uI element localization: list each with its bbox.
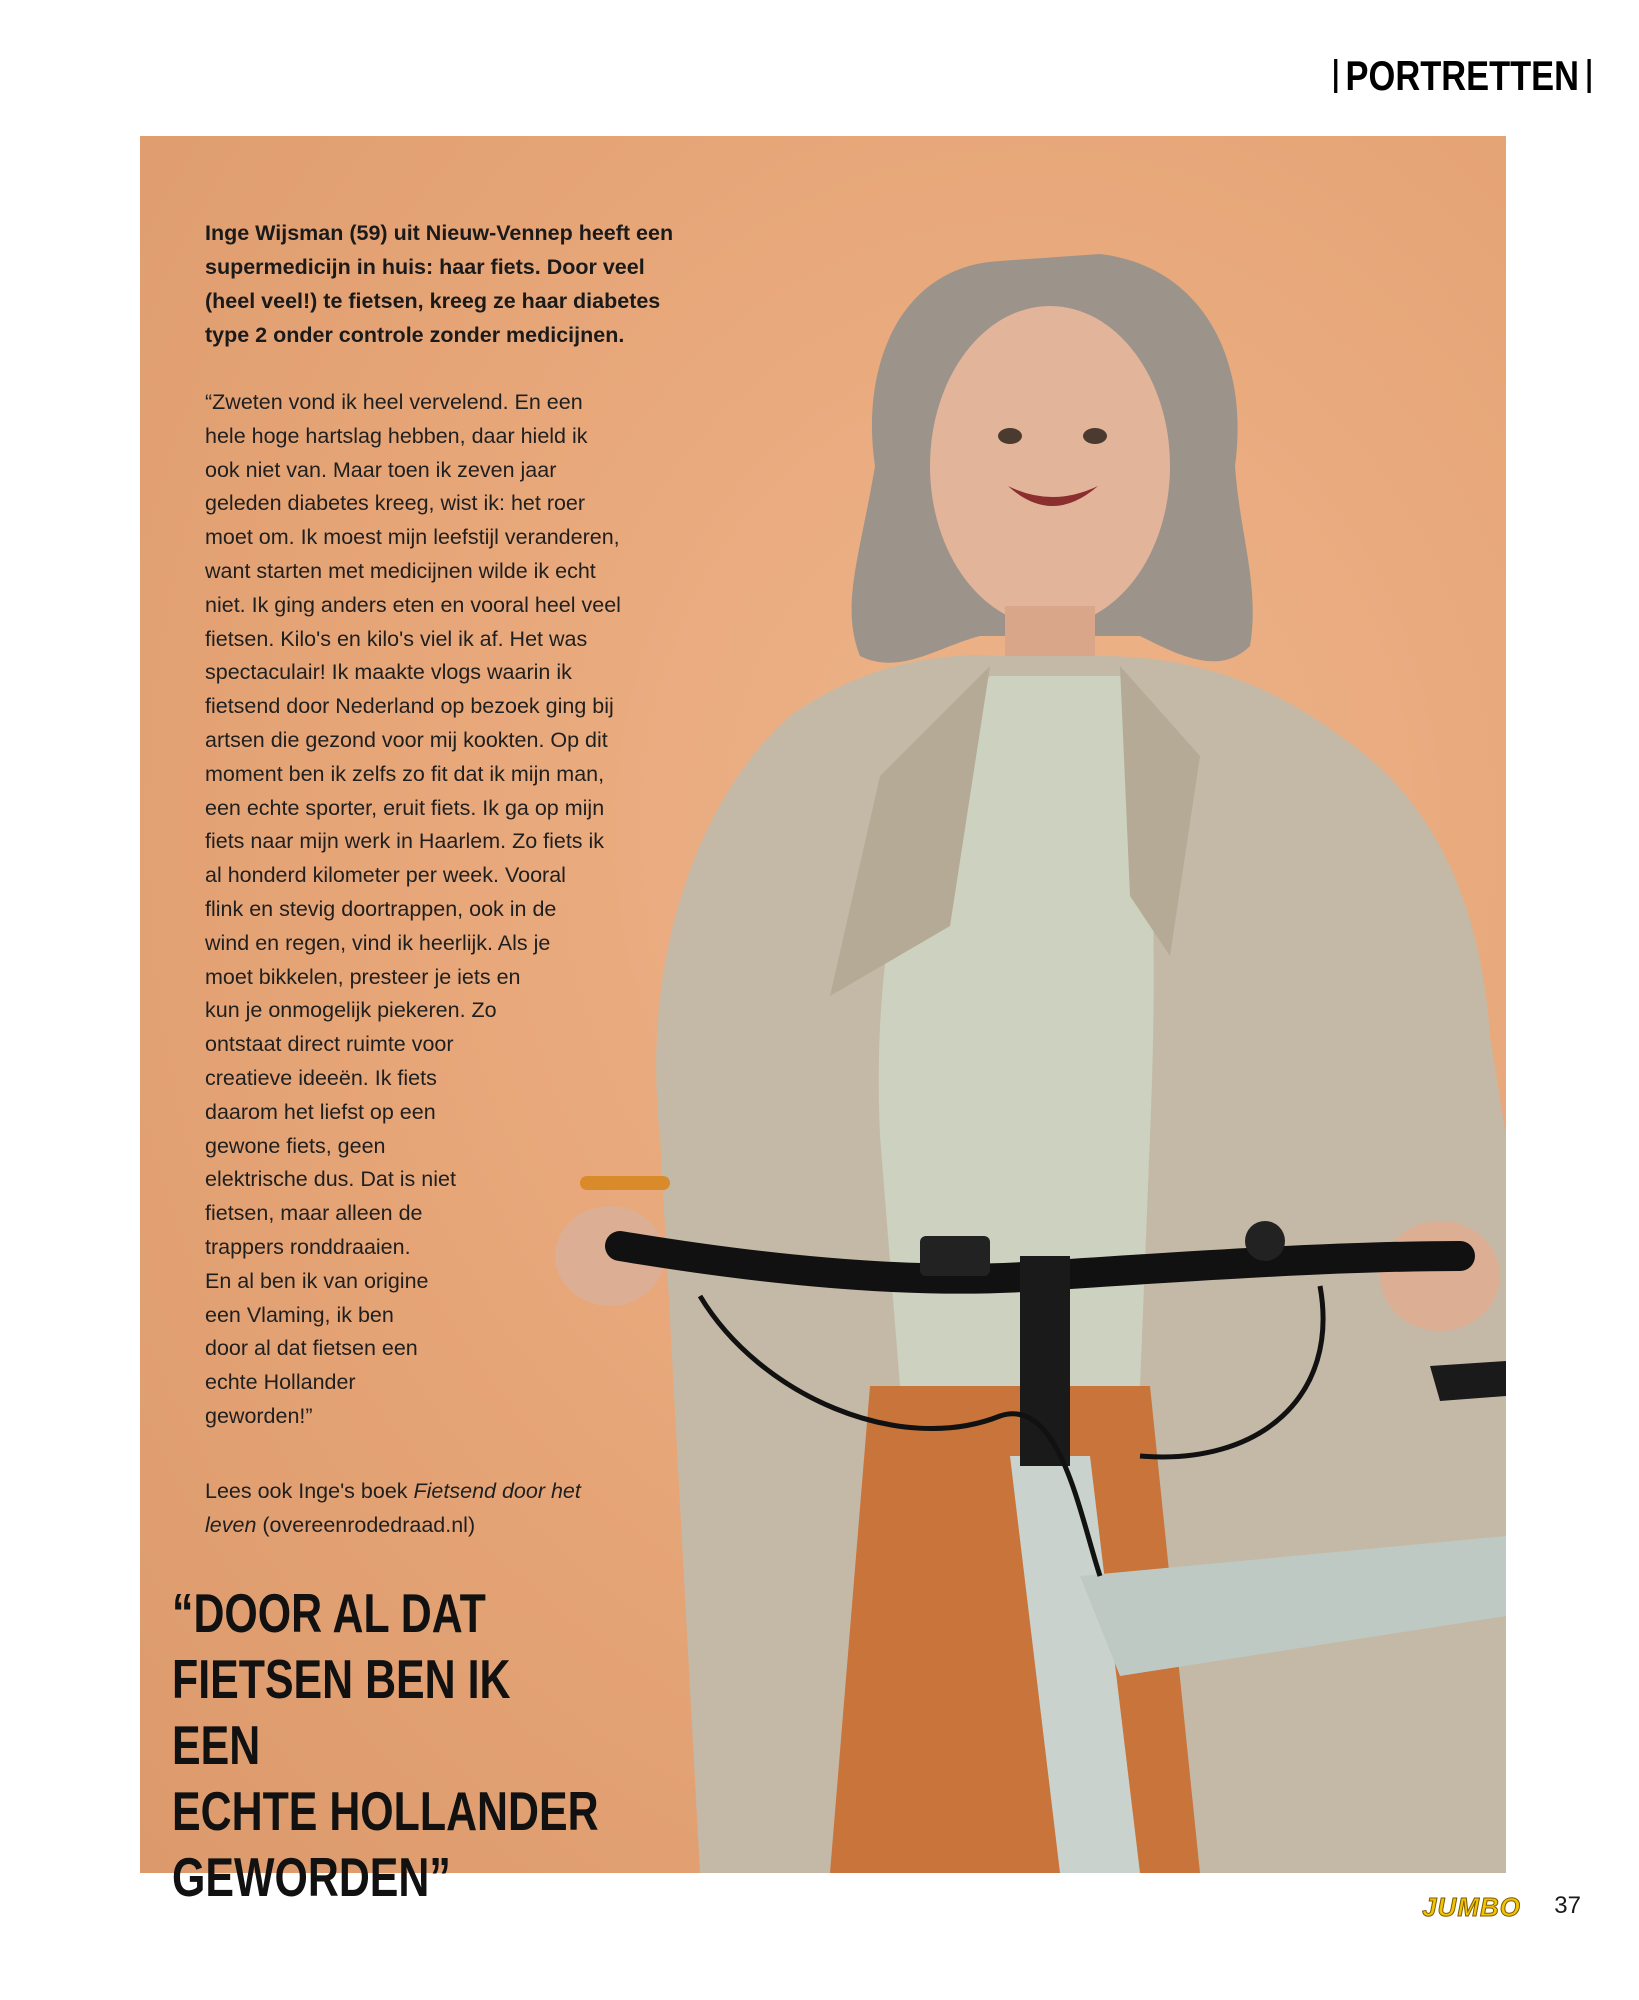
pull-quote: “DOOR AL DAT FIETSEN BEN IK EEN ECHTE HOLLANDER GEWORDEN” (172, 1582, 599, 1908)
section-label-text: PORTRETTEN (1345, 52, 1580, 99)
phone-mount (920, 1236, 990, 1276)
right-eye (1083, 428, 1107, 444)
book-note-prefix: Lees ook Inge's boek (205, 1479, 414, 1503)
book-title: Fietsend door het leven (205, 1479, 581, 1537)
divider-right (1588, 59, 1591, 93)
divider-left (1334, 59, 1337, 93)
right-hand (1380, 1221, 1500, 1331)
article-body: “Zweten vond ik heel vervelend. En een hele hoge hartslag hebben, daar hield ik ook niet van. Maar toen ik zeven jaar geleden diabetes kreeg, wist ik: het roer moet om. Ik moest mijn leefstijl veranderen, want starten met medicijnen wilde ik echt niet. Ik ging anders eten en vooral heel veel fietsen. Kilo's en kilo's viel ik af. Het was spectaculair! Ik maakte vlogs waarin ik fietsend door Nederland op bezoek ging bij artsen die gezond voor mij kookten. Op dit moment ben ik zelfs zo fit dat ik mijn man, een echte sporter, eruit fiets. Ik ga op mijn fiets naar mijn werk in Haarlem. Zo fiets ik al honderd kilometer per week. Vooral flink en stevig doortrappen, ook in de wind en regen, vind ik heerlijk. Als je moet bikkelen, presteer je iets en kun je onmogelijk piekeren. Zo ontstaat direct ruimte voor creatieve ideeën. Ik fiets daarom het liefst op een gewone fiets, geen elektrische dus. Dat is niet fietsen, maar alleen de trappers ronddraaien. En al ben ik van origine een Vlaming, ik ben door al dat fietsen een echte Hollander geworden!” (205, 390, 621, 1428)
book-note (205, 1474, 635, 1542)
page-number: 37 (1554, 1892, 1581, 1919)
jumbo-logo: JUMBO (1422, 1892, 1521, 1922)
left-eye (998, 428, 1022, 444)
article-intro: Inge Wijsman (59) uit Nieuw-Vennep heeft een supermedicijn in huis: haar fiets. Door veel (heel veel!) te fietsen, kreeg ze haar diabetes type 2 onder controle zonder medicijnen. (205, 221, 674, 347)
saddle (1430, 1361, 1506, 1401)
section-label (1326, 52, 1599, 100)
book-note-suffix: (overeenrodedraad.nl) (256, 1513, 476, 1537)
bell (1245, 1221, 1285, 1261)
face (930, 306, 1170, 626)
